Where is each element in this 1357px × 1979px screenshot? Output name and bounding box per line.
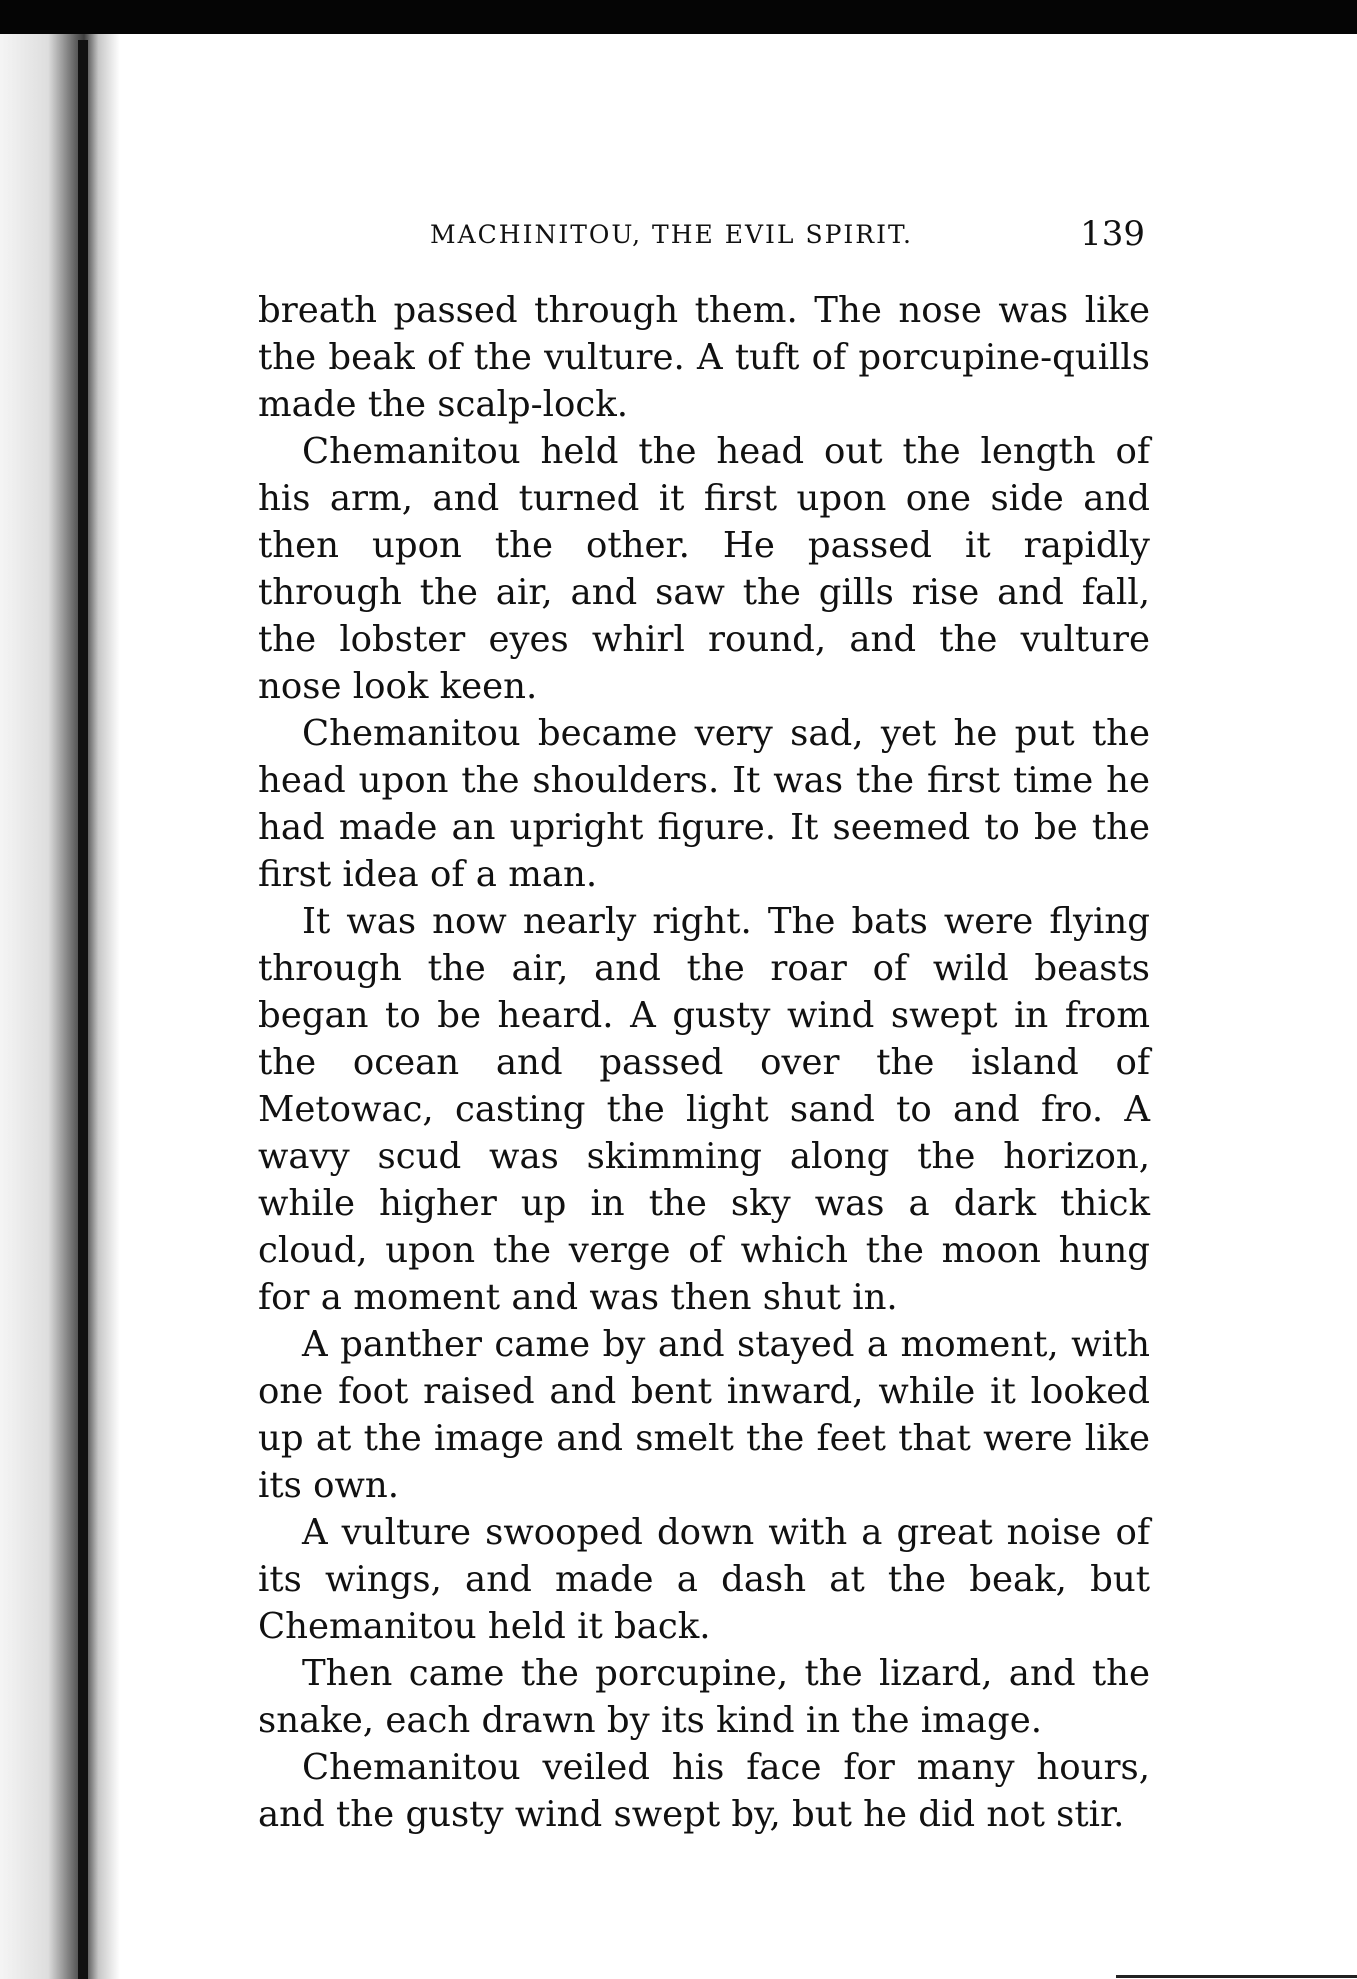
running-title: MACHINITOU, THE EVIL SPIRIT.: [430, 220, 913, 249]
paragraph: Chemanitou veiled his face for many hours, and the gusty wind swept by, but he did not stir.: [258, 1747, 1150, 1835]
running-head: [430, 214, 1145, 260]
book-spine-edge: [78, 40, 88, 1979]
paragraph: A panther came by and stayed a moment, with one foot raised and bent inward, while it looked up at the image and smelt the feet that were like its own.: [258, 1324, 1150, 1506]
paragraph: Chemanitou held the head out the length of his arm, and turned it first upon one side and then upon the other. He passed it rapidly through the air, and saw the gills rise and fall, the lobster eyes whirl round, and the vulture nose look keen.: [258, 431, 1150, 707]
paragraph: Then came the porcupine, the lizard, and the snake, each drawn by its kind in the image.: [258, 1653, 1150, 1741]
scan-top-border: [0, 0, 1357, 34]
bottom-edge-rule: [1116, 1975, 1357, 1978]
paragraph: A vulture swooped down with a great noise of its wings, and made a dash at the beak, but Chemanitou held it back.: [258, 1512, 1150, 1647]
page-number: 139: [1080, 214, 1145, 254]
paragraph: It was now nearly right. The bats were flying through the air, and the roar of wild beasts began to be heard. A gusty wind swept in from the ocean and passed over the island of Metowac, casting the light sand to and fro. A wavy scud was skimming along the horizon, while higher up in the sky was a dark thick cloud, upon the verge of which the moon hung for a moment and was then shut in.: [258, 901, 1150, 1318]
book-binding-shadow: [0, 34, 120, 1979]
body-text: [258, 287, 1150, 1838]
paragraph-continued: breath passed through them. The nose was like the beak of the vulture. A tuft of porcupine-quills made the scalp-lock.: [258, 290, 1150, 425]
paragraph: Chemanitou became very sad, yet he put the head upon the shoulders. It was the first time he had made an upright figure. It seemed to be the first idea of a man.: [258, 713, 1150, 895]
